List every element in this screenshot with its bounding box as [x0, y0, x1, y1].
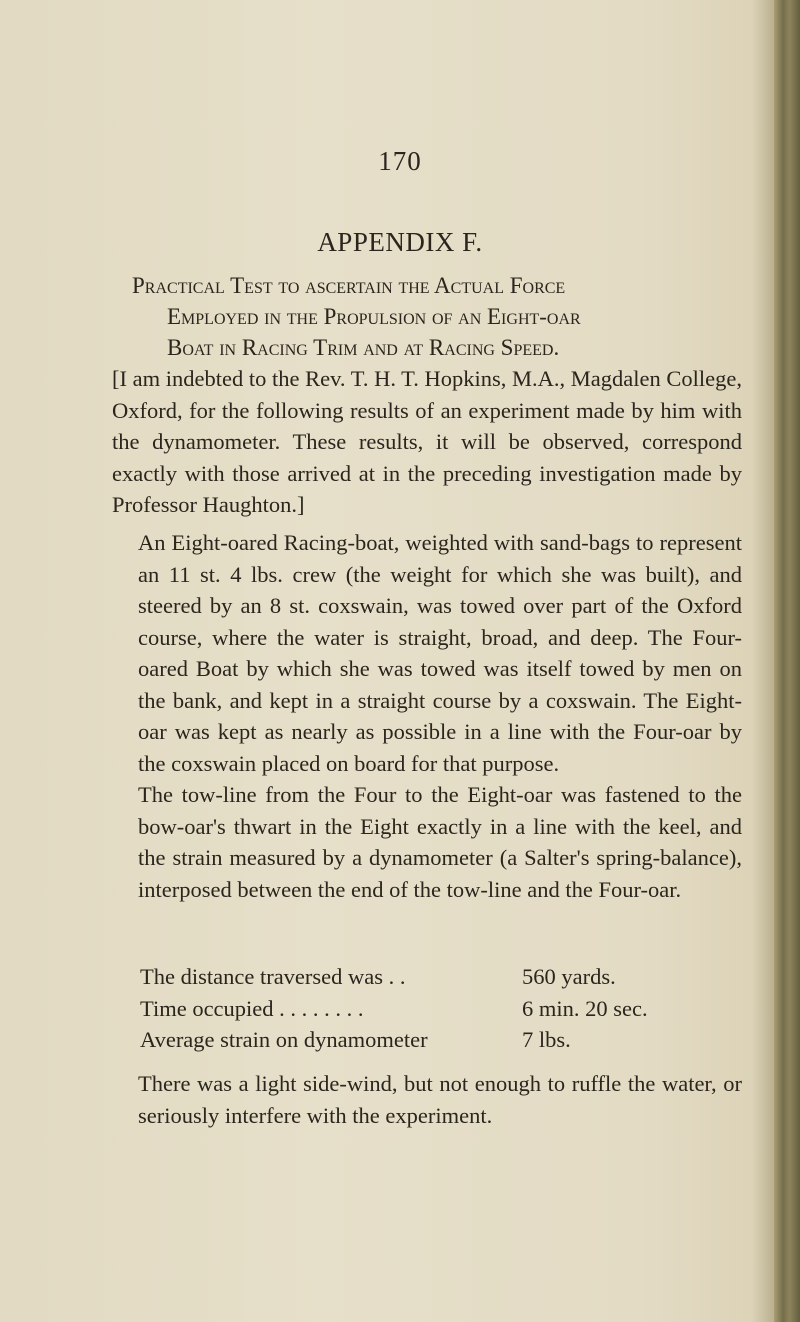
body-paragraph-2: The tow-line from the Four to the Eight-oar was fastened to the bow-oar's thwart in the Eight exactly in a line with the keel, and the strain measured by a dynamometer (a Salter's spring-balance), interposed between the end of the tow-line and the Four-oar. [138, 782, 742, 902]
results-list [140, 961, 740, 1056]
intro-paragraph [112, 363, 742, 521]
result-value: 6 min. 20 sec. [522, 995, 648, 1021]
closing-paragraph [112, 1068, 742, 1131]
result-value: 560 yards. [522, 964, 616, 989]
page-edge-shadow [774, 0, 800, 1322]
body-paragraph-1: An Eight-oared Racing-boat, weighted with sand-bags to represent an 11 st. 4 lbs. crew (the weight for which she was built), and steered by an 8 st. coxswain, was towed over part of the Oxford course, where the water is straight, broad, and deep. The Four-oared Boat by which she was towed was itself towed by men on the bank, and kept in a straight course by a coxswain. The Eight-oar was kept as nearly as possible in a line with the Four-oar by the coxswain placed on board for that purpose. [138, 530, 742, 776]
heading-line-3: Boat in Racing Trim and at Racing Speed. [167, 335, 560, 360]
results-row [140, 1024, 740, 1056]
heading-line-1: Practical Test to ascertain the Actual Force [132, 273, 566, 298]
body-paragraphs [112, 527, 742, 905]
result-value: 7 lbs. [522, 1027, 571, 1052]
results-row [140, 993, 740, 1025]
heading-line-2: Employed in the Propulsion of an Eight-oar [167, 304, 581, 329]
closing-text: There was a light side-wind, but not enough to ruffle the water, or seriously interfere with the experiment. [138, 1071, 742, 1128]
appendix-title: APPENDIX F. [317, 227, 483, 257]
section-heading [132, 270, 752, 363]
page-number: 170 [378, 146, 422, 176]
results-row [140, 961, 740, 993]
result-label: Time occupied . . . . . . . . [140, 995, 364, 1021]
result-label: Average strain on dynamometer [140, 1027, 428, 1052]
intro-text: [I am indebted to the Rev. T. H. T. Hopkins, M.A., Magdalen College, Oxford, for the following results of an experiment made by him with the dynamometer. These results, it will be observed, correspond exactly with those arrived at in the preceding investigation made by Professor Haughton.] [112, 366, 742, 517]
result-label: The distance traversed was . . [140, 964, 406, 989]
